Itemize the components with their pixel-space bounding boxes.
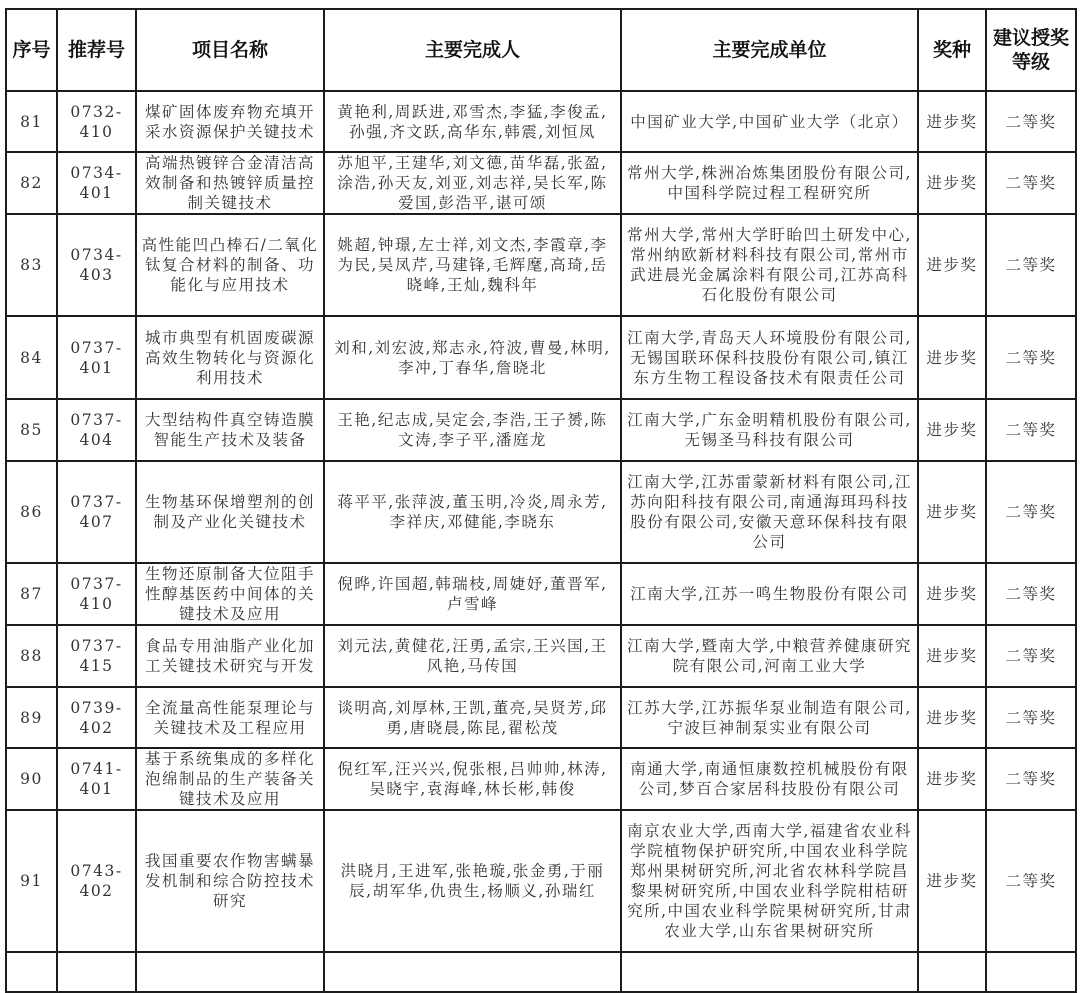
table-row (6, 399, 1076, 461)
cell-name: 大型结构件真空铸造膜智能生产技术及装备 (136, 399, 324, 461)
cell-no: 87 (6, 563, 57, 625)
cell-no (6, 952, 57, 992)
cell-no: 91 (6, 810, 57, 952)
cell-people: 王艳,纪志成,吴定会,李浩,王子赟,陈文涛,李子平,潘庭龙 (324, 399, 621, 461)
cell-units: 中国矿业大学,中国矿业大学（北京） (621, 91, 918, 152)
cell-level: 二等奖 (986, 687, 1076, 748)
cell-name: 基于系统集成的多样化泡绵制品的生产装备关键技术及应用 (136, 748, 324, 810)
cell-level: 二等奖 (986, 461, 1076, 563)
cell-people: 谈明高,刘厚林,王凯,董亮,吴贤芳,邱勇,唐晓晨,陈昆,翟松茂 (324, 687, 621, 748)
cell-name: 城市典型有机固废碳源高效生物转化与资源化利用技术 (136, 316, 324, 399)
cell-type (918, 952, 986, 992)
cell-code: 0732-410 (57, 91, 136, 152)
cell-code: 0737-415 (57, 625, 136, 687)
cell-units: 江南大学,江苏雷蒙新材料有限公司,江苏向阳科技有限公司,南通海珥玛科技股份有限公司,安徽天意环保科技有限公司 (621, 461, 918, 563)
cell-units: 江南大学,青岛天人环境股份有限公司,无锡国联环保科技股份有限公司,镇江东方生物工程设备技术有限责任公司 (621, 316, 918, 399)
cell-no: 82 (6, 152, 57, 214)
cell-level: 二等奖 (986, 563, 1076, 625)
table-row (6, 687, 1076, 748)
cell-units: 南通大学,南通恒康数控机械股份有限公司,梦百合家居科技股份有限公司 (621, 748, 918, 810)
cell-no: 84 (6, 316, 57, 399)
cell-type: 进步奖 (918, 748, 986, 810)
cell-people: 洪晓月,王进军,张艳璇,张金勇,于丽辰,胡军华,仇贵生,杨顺义,孙瑞红 (324, 810, 621, 952)
table-row (6, 810, 1076, 952)
cell-people: 倪红军,汪兴兴,倪张根,吕帅帅,林涛,吴晓宇,袁海峰,林长彬,韩俊 (324, 748, 621, 810)
cell-units: 江南大学,江苏一鸣生物股份有限公司 (621, 563, 918, 625)
cell-units: 南京农业大学,西南大学,福建省农业科学院植物保护研究所,中国农业科学院郑州果树研究所,河北省农林科学院昌黎果树研究所,中国农业科学院柑桔研究所,中国农业科学院果树研究所,甘肃农业大学,山东省果树研究所 (621, 810, 918, 952)
cell-no: 85 (6, 399, 57, 461)
cell-people: 刘元法,黄健花,汪勇,孟宗,王兴国,王风艳,马传国 (324, 625, 621, 687)
cell-type: 进步奖 (918, 810, 986, 952)
cell-no: 86 (6, 461, 57, 563)
table-row (6, 748, 1076, 810)
cell-name: 食品专用油脂产业化加工关键技术研究与开发 (136, 625, 324, 687)
cell-no: 90 (6, 748, 57, 810)
header-code: 推荐号 (57, 9, 136, 91)
cell-code: 0737-404 (57, 399, 136, 461)
cell-name (136, 952, 324, 992)
cell-people (324, 952, 621, 992)
cell-people: 倪晔,许国超,韩瑞枝,周婕妤,董晋军,卢雪峰 (324, 563, 621, 625)
cell-name: 高端热镀锌合金清洁高效制备和热镀锌质量控制关键技术 (136, 152, 324, 214)
cell-type: 进步奖 (918, 687, 986, 748)
cell-level: 二等奖 (986, 91, 1076, 152)
cell-code: 0741-401 (57, 748, 136, 810)
cell-no: 83 (6, 214, 57, 316)
cell-type: 进步奖 (918, 461, 986, 563)
header-people: 主要完成人 (324, 9, 621, 91)
cell-type: 进步奖 (918, 563, 986, 625)
cell-units: 江南大学,暨南大学,中粮营养健康研究院有限公司,河南工业大学 (621, 625, 918, 687)
cell-type: 进步奖 (918, 214, 986, 316)
header-row (6, 9, 1076, 91)
cell-name: 高性能凹凸棒石/二氧化钛复合材料的制备、功能化与应用技术 (136, 214, 324, 316)
table-row (6, 214, 1076, 316)
cell-name: 我国重要农作物害螨暴发机制和综合防控技术研究 (136, 810, 324, 952)
header-no: 序号 (6, 9, 57, 91)
table-row (6, 625, 1076, 687)
cell-people: 刘和,刘宏波,郑志永,符波,曹曼,林明,李冲,丁春华,詹晓北 (324, 316, 621, 399)
cell-units: 常州大学,常州大学盱眙凹土研发中心,常州纳欧新材料科技有限公司,常州市武进晨光金属涂料有限公司,江苏高科石化股份有限公司 (621, 214, 918, 316)
cell-code: 0737-401 (57, 316, 136, 399)
cell-units: 江苏大学,江苏振华泵业制造有限公司,宁波巨神制泵实业有限公司 (621, 687, 918, 748)
header-type: 奖种 (918, 9, 986, 91)
table-row-partial (6, 952, 1076, 992)
cell-level: 二等奖 (986, 316, 1076, 399)
cell-code: 0739-402 (57, 687, 136, 748)
cell-code: 0734-403 (57, 214, 136, 316)
cell-type: 进步奖 (918, 152, 986, 214)
cell-code: 0737-407 (57, 461, 136, 563)
cell-no: 88 (6, 625, 57, 687)
table-row (6, 91, 1076, 152)
cell-people: 黄艳利,周跃进,邓雪杰,李猛,李俊孟,孙强,齐文跃,高华东,韩震,刘恒凤 (324, 91, 621, 152)
cell-level: 二等奖 (986, 214, 1076, 316)
cell-name: 煤矿固体废弃物充填开采水资源保护关键技术 (136, 91, 324, 152)
cell-units (621, 952, 918, 992)
cell-level (986, 952, 1076, 992)
cell-level: 二等奖 (986, 625, 1076, 687)
cell-type: 进步奖 (918, 625, 986, 687)
cell-name: 生物还原制备大位阻手性醇基医药中间体的关键技术及应用 (136, 563, 324, 625)
table-row (6, 316, 1076, 399)
header-units: 主要完成单位 (621, 9, 918, 91)
cell-code: 0743-402 (57, 810, 136, 952)
cell-level: 二等奖 (986, 399, 1076, 461)
cell-level: 二等奖 (986, 748, 1076, 810)
header-name: 项目名称 (136, 9, 324, 91)
cell-code: 0737-410 (57, 563, 136, 625)
cell-type: 进步奖 (918, 316, 986, 399)
table-row (6, 563, 1076, 625)
cell-name: 全流量高性能泵理论与关键技术及工程应用 (136, 687, 324, 748)
cell-people: 姚超,钟璟,左士祥,刘文杰,李霞章,李为民,吴凤芹,马建锋,毛辉麾,高琦,岳晓峰,王灿,魏科年 (324, 214, 621, 316)
cell-code: 0734-401 (57, 152, 136, 214)
cell-people: 苏旭平,王建华,刘文德,苗华磊,张盈,涂浩,孙天友,刘亚,刘志祥,吴长军,陈爱国,彭浩平,谌可颂 (324, 152, 621, 214)
cell-level: 二等奖 (986, 152, 1076, 214)
cell-units: 江南大学,广东金明精机股份有限公司,无锡圣马科技有限公司 (621, 399, 918, 461)
cell-no: 81 (6, 91, 57, 152)
table-header (6, 9, 1076, 91)
cell-type: 进步奖 (918, 399, 986, 461)
header-level: 建议授奖等级 (986, 9, 1076, 91)
cell-level: 二等奖 (986, 810, 1076, 952)
awards-table (5, 8, 1077, 993)
cell-type: 进步奖 (918, 91, 986, 152)
cell-code (57, 952, 136, 992)
table-row (6, 461, 1076, 563)
cell-people: 蒋平平,张萍波,董玉明,冷炎,周永芳,李祥庆,邓健能,李晓东 (324, 461, 621, 563)
cell-units: 常州大学,株洲冶炼集团股份有限公司,中国科学院过程工程研究所 (621, 152, 918, 214)
cell-no: 89 (6, 687, 57, 748)
table-row (6, 152, 1076, 214)
table-body (6, 91, 1076, 992)
cell-name: 生物基环保增塑剂的创制及产业化关键技术 (136, 461, 324, 563)
